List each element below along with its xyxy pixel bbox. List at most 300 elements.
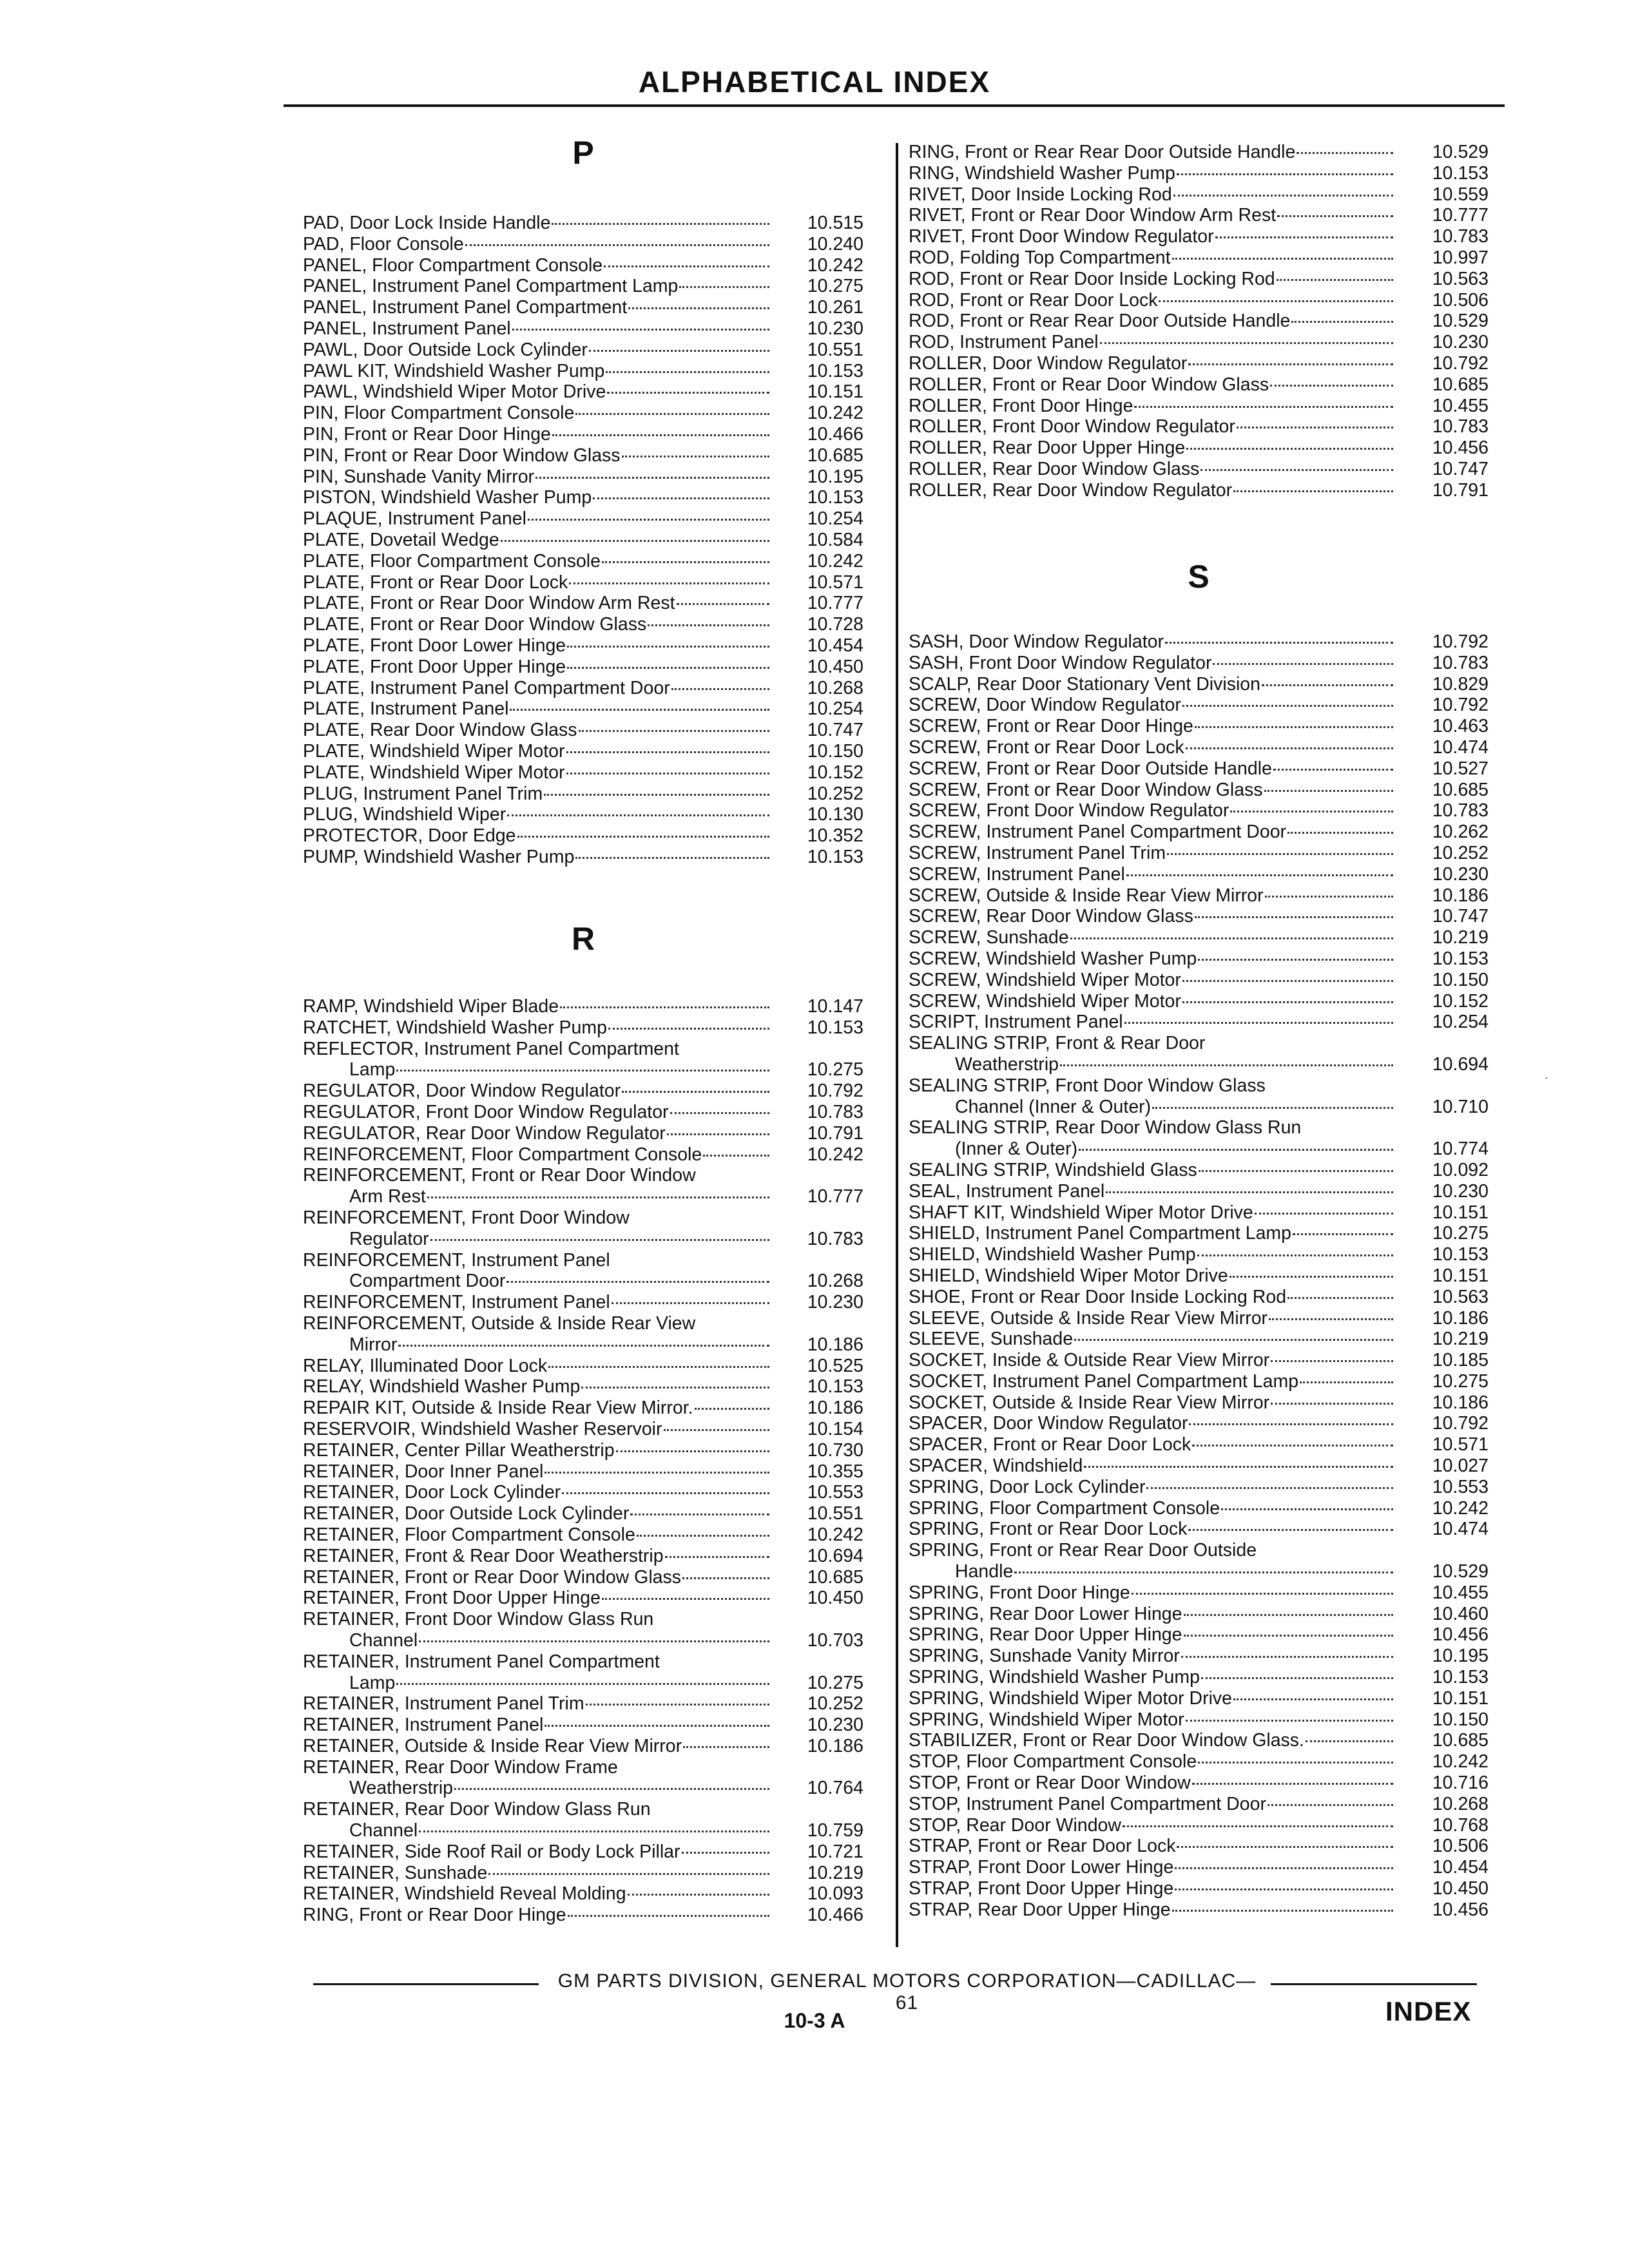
footer-rule-right [1271, 1983, 1477, 1985]
index-entry [303, 1905, 863, 1926]
dot-leader [1172, 1910, 1393, 1912]
entry-text: RAMP, Windshield Wiper Blade [303, 996, 559, 1017]
entry-text: Lamp [349, 1059, 396, 1081]
entry-page-ref: 10.219 [1432, 1329, 1489, 1350]
index-entry [303, 403, 863, 424]
entry-page-ref: 10.195 [807, 466, 863, 487]
dot-leader [1195, 916, 1393, 918]
dot-leader [671, 688, 769, 690]
dot-leader [398, 1345, 769, 1347]
entry-page-ref: 10.710 [1432, 1096, 1489, 1117]
dot-leader [1175, 1867, 1393, 1869]
index-entry [909, 1054, 1489, 1075]
entry-text: SLEEVE, Outside & Inside Rear View Mirror [909, 1307, 1268, 1329]
entry-text: PANEL, Instrument Panel Compartment Lamp [303, 276, 679, 297]
index-entry [303, 1461, 863, 1483]
entry-page-ref: 10.474 [1432, 1519, 1489, 1540]
index-entry [303, 783, 863, 805]
dot-leader [1233, 490, 1393, 492]
index-entry [909, 737, 1489, 758]
entry-page-ref: 10.153 [1432, 948, 1489, 969]
dot-leader [664, 1429, 769, 1431]
entry-page-ref: 10.730 [807, 1439, 863, 1461]
index-entry [303, 847, 863, 868]
index-entry [303, 1440, 863, 1461]
dot-leader [1186, 1720, 1393, 1722]
index-entry [303, 445, 863, 466]
index-entry [303, 1609, 863, 1630]
index-entry [303, 657, 863, 678]
dot-leader [1287, 832, 1393, 834]
dot-leader [606, 371, 769, 373]
entry-page-ref: 10.275 [807, 276, 863, 297]
entry-text: RETAINER, Rear Door Window Glass Run [303, 1799, 651, 1820]
index-entry [303, 508, 863, 530]
entry-text: RING, Front or Rear Rear Door Outside Handle [909, 142, 1296, 162]
entry-page-ref: 10.154 [807, 1418, 863, 1439]
entry-page-ref: 10.130 [807, 804, 863, 825]
dot-leader [1189, 1423, 1393, 1425]
entry-text: REGULATOR, Rear Door Window Regulator [303, 1122, 666, 1144]
index-entry [909, 1540, 1489, 1561]
index-entry [303, 1250, 863, 1271]
entry-page-ref: 10.152 [807, 762, 863, 783]
scan-artifact [1545, 1077, 1548, 1079]
entry-text: RETAINER, Door Lock Cylinder [303, 1482, 561, 1503]
entry-page-ref: 10.783 [1432, 226, 1489, 247]
dot-leader [1277, 215, 1393, 217]
entry-text: REINFORCEMENT, Front or Rear Door Window [303, 1165, 696, 1186]
entry-text: RETAINER, Sunshade [303, 1862, 488, 1883]
index-entry [909, 269, 1489, 290]
section-letter-r: R [571, 921, 595, 957]
index-entry [909, 674, 1489, 695]
entry-text: PANEL, Instrument Panel Compartment [303, 297, 628, 318]
entry-text: SCREW, Front or Rear Door Outside Handle [909, 758, 1272, 779]
index-entry [909, 1709, 1489, 1731]
index-entry [909, 1033, 1489, 1054]
entry-text: SPRING, Windshield Wiper Motor [909, 1709, 1184, 1730]
entry-page-ref: 10.186 [807, 1334, 863, 1355]
dot-leader [683, 1746, 769, 1748]
entry-text: PLUG, Instrument Panel Trim [303, 783, 543, 804]
index-entry [303, 1165, 863, 1186]
index-entry [303, 424, 863, 445]
dot-leader [1237, 427, 1393, 428]
entry-text: PAWL, Door Outside Lock Cylinder [303, 339, 588, 360]
entry-page-ref: 10.515 [807, 213, 863, 233]
entry-page-ref: 10.456 [1432, 1899, 1489, 1920]
dot-leader [1271, 1360, 1393, 1362]
entry-page-ref: 10.230 [807, 1292, 863, 1313]
dot-leader [1291, 321, 1393, 323]
index-entry [303, 720, 863, 741]
index-entry [303, 804, 863, 825]
index-entry [909, 480, 1489, 501]
dot-leader [622, 456, 769, 457]
index-entry [909, 843, 1489, 864]
entry-page-ref: 10.151 [1432, 1687, 1489, 1709]
entry-page-ref: 10.527 [1432, 758, 1489, 779]
entry-page-ref: 10.792 [1432, 631, 1489, 652]
entry-text: REINFORCEMENT, Front Door Window [303, 1207, 630, 1228]
dot-leader [1270, 385, 1393, 387]
dot-leader [581, 1387, 769, 1389]
dot-leader [682, 1577, 769, 1579]
dot-leader [430, 1239, 769, 1241]
entry-text: SCREW, Front Door Window Regulator [909, 800, 1229, 822]
entry-page-ref: 10.151 [1432, 1265, 1489, 1286]
entry-text: SPRING, Front or Rear Door Lock [909, 1519, 1188, 1540]
index-entry [303, 276, 863, 297]
dot-leader [1264, 790, 1393, 792]
index-entry [909, 311, 1489, 332]
entry-text: PISTON, Windshield Washer Pump [303, 487, 592, 508]
entry-page-ref: 10.551 [807, 1503, 863, 1524]
entry-text: PIN, Sunshade Vanity Mirror [303, 466, 535, 487]
entry-text: SPRING, Floor Compartment Console [909, 1497, 1220, 1519]
index-entry [909, 1604, 1489, 1625]
entry-page-ref: 10.783 [1432, 800, 1489, 822]
entry-page-ref: 10.186 [1432, 1307, 1489, 1329]
dot-leader [465, 244, 769, 246]
entry-page-ref: 10.777 [1432, 205, 1489, 226]
index-entry [303, 381, 863, 403]
index-entry [303, 1651, 863, 1673]
dot-leader [622, 1091, 769, 1093]
entry-page-ref: 10.777 [807, 593, 863, 614]
index-entry [303, 1376, 863, 1398]
entry-text: SHAFT KIT, Windshield Wiper Motor Drive [909, 1202, 1253, 1223]
entry-text: SEALING STRIP, Front Door Window Glass [909, 1075, 1266, 1096]
entry-page-ref: 10.584 [807, 529, 863, 550]
dot-leader [560, 1006, 769, 1008]
dot-leader [1287, 1297, 1393, 1299]
index-entry [909, 1688, 1489, 1709]
dot-leader [1195, 726, 1393, 728]
index-entry [909, 1308, 1489, 1329]
section-p-entries [303, 213, 863, 868]
entry-page-ref: 10.147 [807, 996, 863, 1017]
dot-leader [1230, 811, 1393, 812]
entry-text: PLATE, Front or Rear Door Window Glass [303, 614, 647, 635]
entry-text: SHIELD, Instrument Panel Compartment Lamp [909, 1223, 1292, 1244]
dot-leader [1198, 1762, 1393, 1763]
entry-page-ref: 10.242 [807, 403, 863, 424]
entry-text: SPRING, Front or Rear Rear Door Outside [909, 1540, 1257, 1561]
index-entry [909, 1794, 1489, 1815]
entry-text: PIN, Front or Rear Door Window Glass [303, 445, 621, 466]
index-entry [909, 1371, 1489, 1392]
index-entry [909, 1181, 1489, 1202]
entry-page-ref: 10.153 [1432, 1244, 1489, 1265]
index-entry [303, 1673, 863, 1694]
index-entry [909, 1244, 1489, 1265]
section-letter-p: P [572, 135, 594, 171]
dot-leader [1084, 1466, 1393, 1468]
entry-page-ref: 10.252 [1432, 842, 1489, 863]
entry-page-ref: 10.506 [1432, 1836, 1489, 1857]
index-entry [909, 1477, 1489, 1498]
index-entry [303, 1334, 863, 1356]
entry-text: SHIELD, Windshield Washer Pump [909, 1244, 1196, 1265]
dot-leader [586, 1704, 769, 1706]
entry-page-ref: 10.455 [1432, 395, 1489, 416]
entry-page-ref: 10.525 [807, 1355, 863, 1376]
dot-leader [512, 329, 769, 331]
entry-text: RETAINER, Instrument Panel [303, 1715, 544, 1736]
dot-leader [1177, 1846, 1393, 1848]
entry-text: PLATE, Floor Compartment Console [303, 550, 601, 572]
entry-text: SCREW, Front or Rear Door Lock [909, 736, 1184, 758]
index-entry [909, 1097, 1489, 1118]
column-divider [896, 143, 898, 1947]
dot-leader [1184, 1635, 1394, 1637]
entry-text: SCREW, Instrument Panel Compartment Door [909, 822, 1287, 843]
dot-leader [1159, 300, 1393, 302]
entry-text: Arm Rest [349, 1186, 426, 1207]
index-entry [909, 205, 1489, 226]
entry-text: ROLLER, Front Door Hinge [909, 395, 1133, 416]
dot-leader [1213, 663, 1393, 665]
index-entry [909, 226, 1489, 247]
dot-leader [1300, 1381, 1393, 1383]
entry-page-ref: 10.219 [807, 1862, 863, 1883]
entry-page-ref: 10.553 [1432, 1476, 1489, 1497]
entry-page-ref: 10.716 [1432, 1773, 1489, 1794]
entry-text: REINFORCEMENT, Floor Compartment Console [303, 1144, 702, 1165]
index-entry [909, 822, 1489, 843]
entry-text: ROD, Front or Rear Door Lock [909, 289, 1158, 311]
dot-leader [510, 709, 769, 711]
entry-text: PIN, Front or Rear Door Hinge [303, 423, 551, 445]
index-entry [303, 1271, 863, 1292]
dot-leader [1175, 1888, 1393, 1890]
entry-text: SASH, Front Door Window Regulator [909, 652, 1212, 673]
footer-publisher: GM PARTS DIVISION, GENERAL MOTORS CORPORATION—CADILLAC—61 [557, 1970, 1257, 2013]
index-entry [909, 1836, 1489, 1857]
entry-page-ref: 10.791 [1432, 479, 1489, 501]
entry-text: PLAQUE, Instrument Panel [303, 508, 526, 530]
entry-text: PLATE, Dovetail Wedge [303, 529, 499, 550]
dot-leader [1268, 1804, 1393, 1806]
dot-leader [1184, 1614, 1394, 1616]
index-entry [909, 416, 1489, 437]
index-entry [303, 698, 863, 720]
entry-text: PLATE, Front or Rear Door Lock [303, 572, 568, 593]
index-entry [909, 1139, 1489, 1160]
entry-page-ref: 10.529 [1432, 142, 1489, 162]
index-entry [303, 340, 863, 361]
dot-leader [1100, 342, 1393, 344]
entry-text: STRAP, Front Door Upper Hinge [909, 1878, 1174, 1899]
entry-text: RETAINER, Windshield Reveal Molding [303, 1883, 626, 1905]
entry-text: PUMP, Windshield Washer Pump [303, 846, 575, 867]
entry-text: ROD, Front or Rear Rear Door Outside Handle [909, 311, 1291, 332]
dot-leader [1172, 258, 1393, 260]
entry-page-ref: 10.252 [807, 1693, 863, 1715]
entry-text: SOCKET, Inside & Outside Rear View Mirror [909, 1350, 1270, 1371]
index-entry [303, 530, 863, 551]
dot-leader [552, 223, 769, 225]
dot-leader [567, 646, 769, 648]
index-entry [303, 635, 863, 657]
index-entry [909, 948, 1489, 970]
dot-leader [419, 1640, 769, 1642]
entry-page-ref: 10.242 [1432, 1751, 1489, 1773]
entry-text: RETAINER, Front or Rear Door Window Glass [303, 1566, 682, 1588]
entry-page-ref: 10.450 [1432, 1878, 1489, 1899]
dot-leader [616, 1450, 769, 1452]
entry-text: PLATE, Windshield Wiper Motor [303, 740, 565, 762]
index-entry [909, 1730, 1489, 1751]
entry-text: SPRING, Sunshade Vanity Mirror [909, 1646, 1180, 1667]
index-entry [909, 353, 1489, 374]
entry-page-ref: 10.186 [807, 1735, 863, 1756]
section-r-continued-entries [909, 142, 1489, 501]
index-entry [303, 1419, 863, 1440]
dot-leader [1269, 1318, 1393, 1320]
index-entry [303, 1123, 863, 1144]
dot-leader [607, 392, 769, 394]
entry-page-ref: 10.261 [807, 297, 863, 318]
entry-page-ref: 10.792 [1432, 1413, 1489, 1434]
entry-text: STOP, Instrument Panel Compartment Door [909, 1793, 1266, 1814]
entry-text: RIVET, Front or Rear Door Window Arm Rest [909, 205, 1277, 226]
entry-text: RELAY, Windshield Washer Pump [303, 1376, 581, 1398]
index-entry [303, 1883, 863, 1905]
dot-leader [628, 307, 769, 309]
page-title: ALPHABETICAL INDEX [638, 65, 991, 99]
entry-page-ref: 10.240 [807, 233, 863, 255]
index-entry [909, 1899, 1489, 1921]
index-entry [303, 1799, 863, 1820]
entry-page-ref: 10.685 [807, 1566, 863, 1588]
index-entry [303, 1630, 863, 1651]
dot-leader [1134, 406, 1393, 408]
entry-text: (Inner & Outer) [955, 1139, 1078, 1160]
index-entry [303, 678, 863, 699]
dot-leader [1186, 448, 1393, 450]
entry-page-ref: 10.252 [807, 783, 863, 804]
index-entry [303, 1546, 863, 1567]
dot-leader [1200, 469, 1393, 471]
entry-page-ref: 10.153 [1432, 1667, 1489, 1688]
entry-page-ref: 10.777 [807, 1186, 863, 1207]
entry-text: PROTECTOR, Door Edge [303, 825, 516, 847]
dot-leader [1215, 236, 1393, 238]
entry-text: SCRIPT, Instrument Panel [909, 1012, 1123, 1033]
entry-page-ref: 10.150 [1432, 969, 1489, 990]
index-entry [909, 1815, 1489, 1836]
entry-text: RETAINER, Floor Compartment Console [303, 1524, 635, 1545]
entry-page-ref: 10.759 [807, 1820, 863, 1841]
entry-page-ref: 10.262 [1432, 822, 1489, 843]
entry-page-ref: 10.563 [1432, 1286, 1489, 1307]
entry-text: SEALING STRIP, Rear Door Window Glass Run [909, 1117, 1302, 1139]
dot-leader [1186, 747, 1393, 749]
index-entry [909, 885, 1489, 907]
entry-page-ref: 10.783 [1432, 652, 1489, 673]
dot-leader [1277, 279, 1393, 281]
dot-leader [567, 667, 769, 669]
entry-page-ref: 10.153 [807, 487, 863, 508]
index-entry [909, 184, 1489, 206]
index-entry [909, 142, 1489, 163]
entry-text: RETAINER, Door Inner Panel [303, 1461, 544, 1482]
index-entry [303, 1229, 863, 1250]
entry-page-ref: 10.355 [807, 1461, 863, 1482]
dot-leader [602, 561, 769, 563]
index-entry [909, 1329, 1489, 1350]
entry-text: ROLLER, Rear Door Window Glass [909, 458, 1200, 479]
entry-text: RETAINER, Instrument Panel Trim [303, 1693, 584, 1715]
entry-page-ref: 10.242 [807, 550, 863, 572]
entry-page-ref: 10.230 [1432, 863, 1489, 885]
dot-leader [677, 603, 769, 605]
dot-leader [1182, 705, 1393, 707]
entry-text: STRAP, Front or Rear Door Lock [909, 1836, 1176, 1857]
entry-text: STRAP, Rear Door Upper Hinge [909, 1899, 1171, 1920]
index-entry [909, 163, 1489, 184]
index-entry [303, 572, 863, 593]
index-entry [303, 996, 863, 1017]
entry-page-ref: 10.783 [1432, 416, 1489, 437]
dot-leader [1070, 937, 1393, 939]
index-entry [909, 1751, 1489, 1773]
dot-leader [1262, 684, 1393, 686]
section-label: INDEX [1385, 1996, 1472, 2026]
section-letter-s: S [1188, 559, 1210, 595]
entry-page-ref: 10.559 [1432, 184, 1489, 205]
entry-page-ref: 10.747 [1432, 458, 1489, 479]
dot-leader [1233, 1698, 1393, 1700]
index-entry [909, 1265, 1489, 1287]
entry-page-ref: 10.153 [807, 846, 863, 867]
entry-page-ref: 10.456 [1432, 1624, 1489, 1646]
entry-page-ref: 10.728 [807, 614, 863, 635]
entry-text: PAD, Floor Console [303, 233, 464, 255]
entry-text: Handle [955, 1561, 1014, 1582]
entry-text: SOCKET, Outside & Inside Rear View Mirror [909, 1392, 1270, 1413]
entry-page-ref: 10.254 [807, 698, 863, 720]
index-entry [909, 1350, 1489, 1371]
entry-text: REGULATOR, Front Door Window Regulator [303, 1101, 669, 1122]
entry-text: PLATE, Instrument Panel [303, 698, 509, 720]
entry-text: Lamp [349, 1672, 396, 1693]
entry-page-ref: 10.506 [1432, 289, 1489, 311]
dot-leader [1182, 1001, 1393, 1003]
entry-page-ref: 10.242 [807, 1524, 863, 1545]
dot-leader [648, 624, 769, 626]
entry-page-ref: 10.195 [1432, 1646, 1489, 1667]
entry-text: STOP, Front or Rear Door Window [909, 1773, 1191, 1794]
dot-leader [602, 1598, 769, 1600]
entry-page-ref: 10.093 [807, 1883, 863, 1905]
index-entry [909, 1434, 1489, 1456]
entry-page-ref: 10.529 [1432, 1561, 1489, 1582]
header-rule [284, 104, 1505, 107]
entry-page-ref: 10.153 [807, 1376, 863, 1398]
index-entry [303, 255, 863, 276]
entry-text: RETAINER, Center Pillar Weatherstrip [303, 1439, 615, 1461]
entry-text: SPRING, Windshield Washer Pump [909, 1667, 1200, 1688]
index-entry [909, 970, 1489, 991]
index-entry [909, 1392, 1489, 1414]
index-entry [303, 213, 863, 234]
entry-text: SOCKET, Instrument Panel Compartment Lamp [909, 1370, 1299, 1392]
index-entry [303, 1778, 863, 1799]
